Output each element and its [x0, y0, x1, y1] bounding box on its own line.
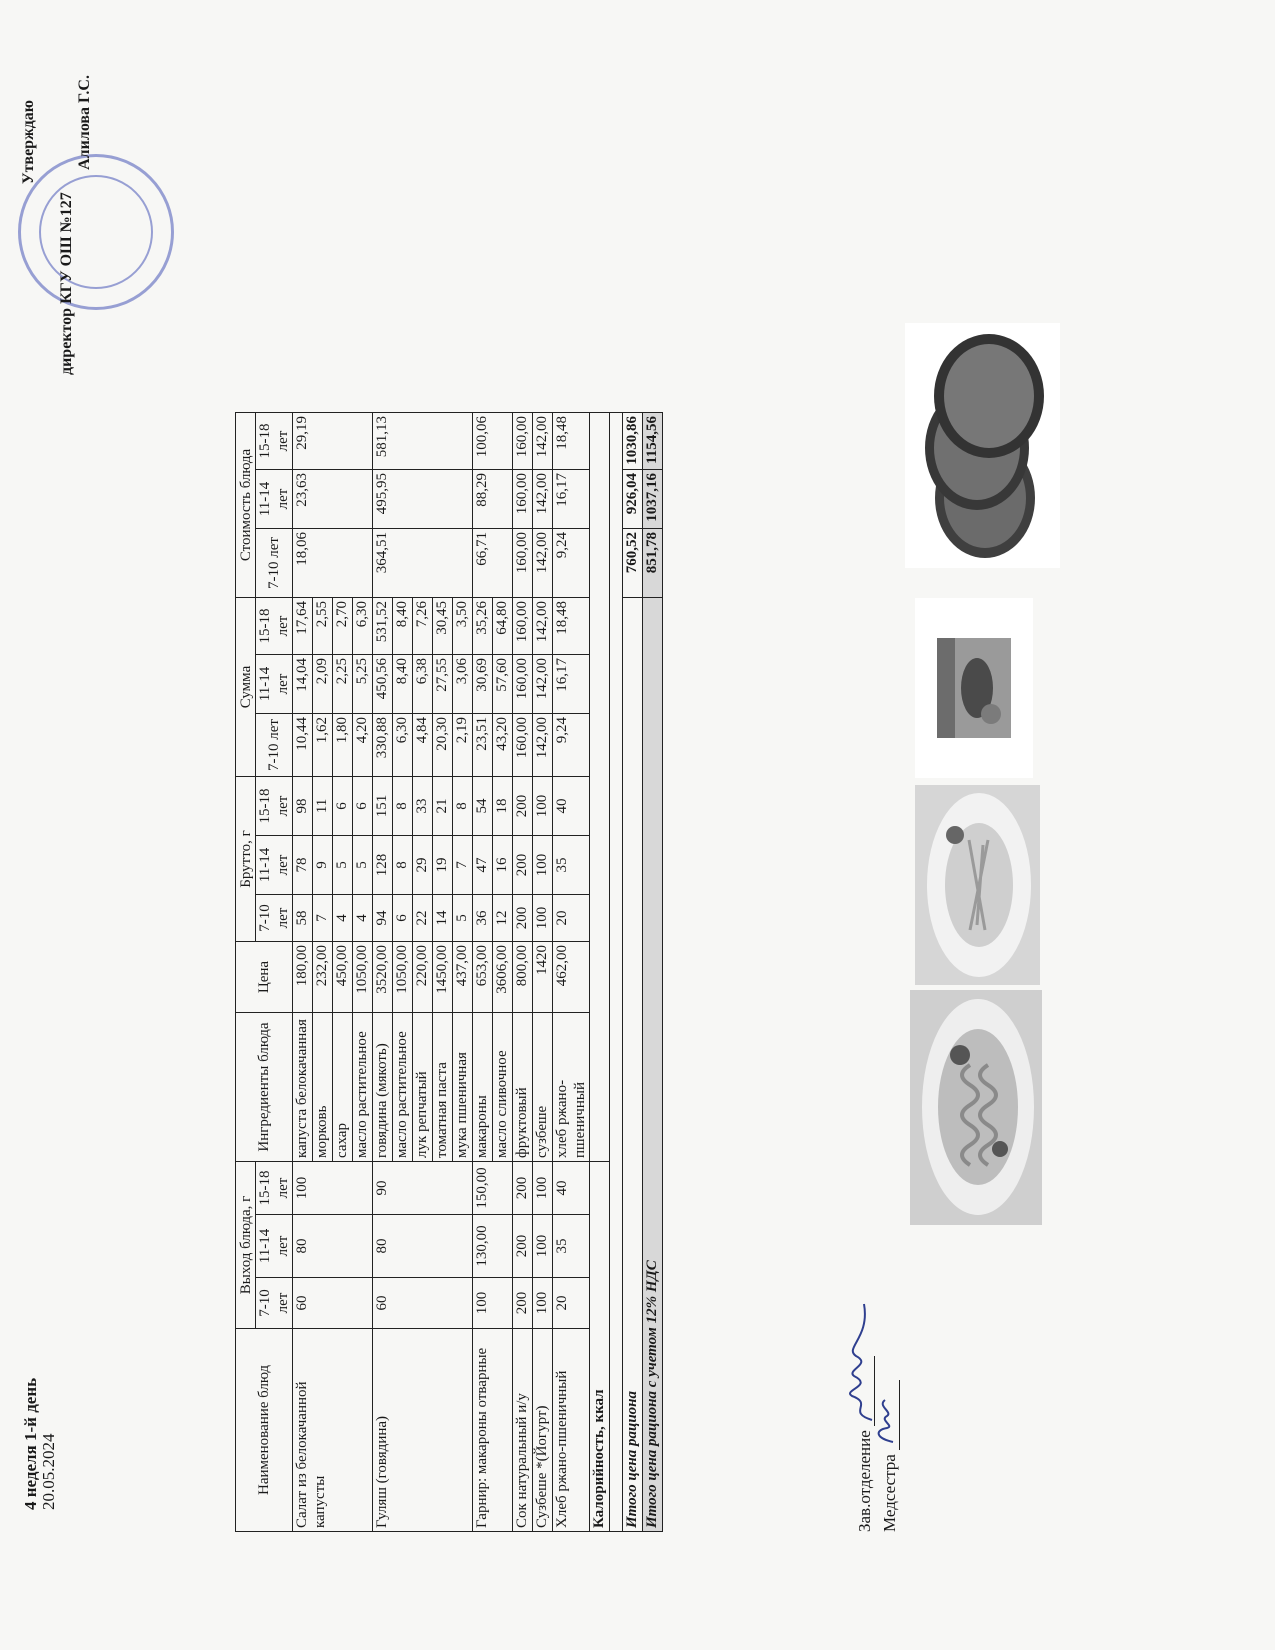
bread-icon: [905, 323, 1060, 568]
ingredient-row: [373, 413, 393, 1532]
ingredient-name: фруктовый: [513, 1013, 533, 1162]
ingredient-sum: 30,69: [473, 655, 493, 714]
ingredient-row: [533, 413, 553, 1532]
ingredient-brutto: 98: [293, 777, 313, 836]
dish-cost: 100,06: [473, 413, 513, 470]
ingredient-brutto: 8: [393, 777, 413, 836]
dish-name: Гуляш (говядина): [373, 1329, 473, 1532]
age-header: 15-18 лет: [256, 598, 293, 655]
ingredient-price: 462,00: [553, 942, 590, 1013]
ingredient-price: 653,00: [473, 942, 493, 1013]
approval-lines: [58, 75, 94, 375]
ingredient-sum: 2,25: [333, 655, 353, 714]
signature-nurse-label: Медсестра: [880, 1454, 899, 1532]
ingredient-sum: 20,30: [433, 714, 453, 777]
ingredient-brutto: 4: [333, 895, 353, 942]
round-stamp: [18, 154, 174, 310]
calories-row: [590, 413, 610, 1532]
calories-label: Калорийность, ккал: [590, 1162, 610, 1532]
ingredient-row: [513, 413, 533, 1532]
dish-output: 60: [373, 1278, 473, 1329]
dish-output: 40: [553, 1162, 590, 1215]
ingredient-sum: 27,55: [433, 655, 453, 714]
total-vat-value: 1154,56: [643, 413, 663, 470]
dish-cost: 160,00: [513, 470, 533, 529]
ingredient-brutto: 19: [433, 836, 453, 895]
dish-name: Салат из белокачанной капусты: [293, 1329, 373, 1532]
ingredient-brutto: 5: [333, 836, 353, 895]
ingredient-brutto: 8: [453, 777, 473, 836]
ingredient-brutto: 100: [533, 836, 553, 895]
age-header: 7-10 лет: [256, 1278, 293, 1329]
dish-output: 35: [553, 1215, 590, 1278]
total-vat-label: Итого цена рациона с учетом 12% НДС: [643, 598, 663, 1532]
ingredient-sum: 7,26: [413, 598, 433, 655]
ingredient-row: [473, 413, 493, 1532]
ingredient-brutto: 11: [313, 777, 333, 836]
dish-cost: 88,29: [473, 470, 513, 529]
dish-cost: 495,95: [373, 470, 473, 529]
dish-cost: 142,00: [533, 529, 553, 598]
dish-cost: 29,19: [293, 413, 373, 470]
dish-cost: 66,71: [473, 529, 513, 598]
ingredient-brutto: 8: [393, 836, 413, 895]
dish-output: 20: [553, 1278, 590, 1329]
age-header: 7-10 лет: [256, 529, 293, 598]
ingredient-sum: 9,24: [553, 714, 590, 777]
ingredient-sum: 16,17: [553, 655, 590, 714]
ingredient-name: масло сливочное: [493, 1013, 513, 1162]
ingredient-brutto: 14: [433, 895, 453, 942]
ingredient-name: сахар: [333, 1013, 353, 1162]
dish-cost: 160,00: [513, 529, 533, 598]
ingredient-brutto: 6: [393, 895, 413, 942]
ingredient-brutto: 54: [473, 777, 493, 836]
dish-output: 60: [293, 1278, 373, 1329]
ingredient-sum: 1,80: [333, 714, 353, 777]
ingredient-sum: 5,25: [353, 655, 373, 714]
dish-output: 100: [533, 1215, 553, 1278]
ingredient-sum: 330,88: [373, 714, 393, 777]
dish-name: Гарнир: макароны отварные: [473, 1329, 513, 1532]
ingredient-brutto: 35: [553, 836, 590, 895]
ingredient-name: масло растительное: [393, 1013, 413, 1162]
dish-output: 100: [533, 1162, 553, 1215]
ingredient-brutto: 7: [313, 895, 333, 942]
dish-cost: 142,00: [533, 470, 553, 529]
ingredient-brutto: 5: [353, 836, 373, 895]
ingredient-name: говядина (мякоть): [373, 1013, 393, 1162]
ingredient-brutto: 18: [493, 777, 513, 836]
total-value: 926,04: [623, 470, 643, 529]
menu-table: [235, 412, 663, 1532]
ingredient-price: 450,00: [333, 942, 353, 1013]
ingredient-sum: 57,60: [493, 655, 513, 714]
ingredient-price: 437,00: [453, 942, 473, 1013]
dish-output: 200: [513, 1162, 533, 1215]
ingredient-name: сузбеше: [533, 1013, 553, 1162]
dish-output: 80: [373, 1215, 473, 1278]
yogurt-pack-icon: [915, 598, 1033, 778]
ingredient-sum: 43,20: [493, 714, 513, 777]
ingredient-sum: 64,80: [493, 598, 513, 655]
yogurt-package-photo: [915, 598, 1033, 778]
ingredient-brutto: 100: [533, 777, 553, 836]
age-header: 11-14 лет: [256, 836, 293, 895]
ingredient-sum: 14,04: [293, 655, 313, 714]
dish-cost: 18,48: [553, 413, 590, 470]
ingredient-sum: 23,51: [473, 714, 493, 777]
ingredient-brutto: 128: [373, 836, 393, 895]
dish-output: 130,00: [473, 1215, 513, 1278]
ingredient-name: мука пшеничная: [453, 1013, 473, 1162]
ingredient-price: 180,00: [293, 942, 313, 1013]
pasta-icon: [910, 990, 1042, 1225]
ingredient-brutto: 94: [373, 895, 393, 942]
ingredient-price: 800,00: [513, 942, 533, 1013]
ingredient-brutto: 100: [533, 895, 553, 942]
dish-cost: 16,17: [553, 470, 590, 529]
ingredient-sum: 2,55: [313, 598, 333, 655]
total-row: [623, 413, 643, 1532]
ingredient-sum: 142,00: [533, 655, 553, 714]
age-header: 11-14 лет: [256, 470, 293, 529]
ingredient-sum: 35,26: [473, 598, 493, 655]
ingredient-row: [553, 413, 590, 1532]
ingredient-sum: 4,20: [353, 714, 373, 777]
ingredient-brutto: 151: [373, 777, 393, 836]
dish-output: 100: [293, 1162, 373, 1215]
ingredient-brutto: 5: [453, 895, 473, 942]
col-cost-header: Стоимость блюда: [236, 413, 256, 598]
age-header: 11-14 лет: [256, 655, 293, 714]
signature-line: [883, 1380, 900, 1450]
ingredient-row: [293, 413, 313, 1532]
ingredient-brutto: 7: [453, 836, 473, 895]
ingredient-name: масло растительное: [353, 1013, 373, 1162]
age-header: 15-18 лет: [256, 777, 293, 836]
total-value: 760,52: [623, 529, 643, 598]
ingredient-price: 220,00: [413, 942, 433, 1013]
total-value: 1030,86: [623, 413, 643, 470]
ingredient-sum: 160,00: [513, 714, 533, 777]
menu-body: [293, 413, 590, 1532]
ingredient-name: томатная паста: [433, 1013, 453, 1162]
ingredient-name: хлеб ржано-пшеничный: [553, 1013, 590, 1162]
signature-head-label: Зав.отделение: [855, 1430, 874, 1532]
dish-output: 100: [533, 1278, 553, 1329]
ingredient-sum: 6,30: [353, 598, 373, 655]
ingredient-brutto: 29: [413, 836, 433, 895]
total-label: Итого цена рациона: [623, 598, 643, 1532]
dish-name: Сузбеше *(Йогурт): [533, 1329, 553, 1532]
ingredient-brutto: 21: [433, 777, 453, 836]
dish-output: 200: [513, 1215, 533, 1278]
ingredient-sum: 30,45: [433, 598, 453, 655]
approval-director: директор КГУ ОШ №127: [58, 192, 75, 375]
dish-cost: 142,00: [533, 413, 553, 470]
week-day-title: 4 неделя 1-й день: [21, 1377, 40, 1510]
ingredient-name: лук репчатый: [413, 1013, 433, 1162]
age-header: 7-10 лет: [256, 714, 293, 777]
ingredient-sum: 2,70: [333, 598, 353, 655]
age-header: 15-18 лет: [256, 413, 293, 470]
salad-icon: [915, 785, 1040, 985]
ingredient-sum: 160,00: [513, 655, 533, 714]
ingredient-sum: 10,44: [293, 714, 313, 777]
dish-cost: 160,00: [513, 413, 533, 470]
ingredient-brutto: 78: [293, 836, 313, 895]
ingredient-sum: 6,30: [393, 714, 413, 777]
total-vat-row: [643, 413, 663, 1532]
approval-block: [20, 100, 38, 460]
ingredient-brutto: 47: [473, 836, 493, 895]
ingredient-brutto: 40: [553, 777, 590, 836]
dish-output: 200: [513, 1278, 533, 1329]
ingredient-sum: 450,56: [373, 655, 393, 714]
ingredient-price: 1420: [533, 942, 553, 1013]
ingredient-price: 1050,00: [353, 942, 373, 1013]
ingredient-sum: 160,00: [513, 598, 533, 655]
ingredient-brutto: 33: [413, 777, 433, 836]
dish-name: Хлеб ржано-пшеничный: [553, 1329, 590, 1532]
ingredient-brutto: 200: [513, 895, 533, 942]
ingredient-price: 232,00: [313, 942, 333, 1013]
dish-output: 100: [473, 1278, 513, 1329]
ingredient-brutto: 4: [353, 895, 373, 942]
ingredient-sum: 4,84: [413, 714, 433, 777]
total-vat-value: 1037,16: [643, 470, 663, 529]
approval-name: Алилова Г.С.: [76, 75, 93, 170]
handwritten-signature: [869, 1386, 899, 1446]
age-header: 7-10 лет: [256, 895, 293, 942]
dish-name: Сок натуральный и/у: [513, 1329, 533, 1532]
col-price-header: Цена: [236, 942, 293, 1013]
ingredient-price: 1050,00: [393, 942, 413, 1013]
ingredient-sum: 8,40: [393, 598, 413, 655]
ingredient-price: 3606,00: [493, 942, 513, 1013]
ingredient-brutto: 6: [333, 777, 353, 836]
document-header: [22, 1378, 58, 1510]
approval-title: Утверждаю: [20, 100, 37, 185]
col-ingredients-header: Ингредиенты блюда: [236, 1013, 293, 1162]
ingredient-price: 1450,00: [433, 942, 453, 1013]
ingredient-sum: 8,40: [393, 655, 413, 714]
ingredient-brutto: 36: [473, 895, 493, 942]
ingredient-sum: 3,06: [453, 655, 473, 714]
col-name-header: Наименование блюд: [236, 1329, 293, 1532]
ingredient-sum: 1,62: [313, 714, 333, 777]
ingredient-name: морковь: [313, 1013, 333, 1162]
dish-output: 80: [293, 1215, 373, 1278]
ingredient-sum: 2,09: [313, 655, 333, 714]
pasta-dish-photo: [910, 990, 1042, 1225]
dish-output: 90: [373, 1162, 473, 1215]
ingredient-name: капуста белокачанная: [293, 1013, 313, 1162]
ingredient-price: 3520,00: [373, 942, 393, 1013]
bread-photo: [905, 323, 1060, 568]
col-output-header: Выход блюда, г: [236, 1162, 256, 1329]
ingredient-brutto: 20: [553, 895, 590, 942]
col-brutto-header: Брутто, г: [236, 777, 256, 942]
total-vat-value: 851,78: [643, 529, 663, 598]
dish-cost: 23,63: [293, 470, 373, 529]
ingredient-brutto: 200: [513, 777, 533, 836]
ingredient-brutto: 200: [513, 836, 533, 895]
dish-cost: 18,06: [293, 529, 373, 598]
age-header: 11-14 лет: [256, 1215, 293, 1278]
dish-cost: 9,24: [553, 529, 590, 598]
ingredient-sum: 142,00: [533, 598, 553, 655]
ingredient-sum: 2,19: [453, 714, 473, 777]
age-header: 15-18 лет: [256, 1162, 293, 1215]
ingredient-sum: 17,64: [293, 598, 313, 655]
signature-nurse: [880, 1380, 900, 1532]
ingredient-name: макароны: [473, 1013, 493, 1162]
ingredient-sum: 3,50: [453, 598, 473, 655]
ingredient-sum: 531,52: [373, 598, 393, 655]
dish-cost: 581,13: [373, 413, 473, 470]
dish-output: 150,00: [473, 1162, 513, 1215]
ingredient-brutto: 16: [493, 836, 513, 895]
ingredient-sum: 6,38: [413, 655, 433, 714]
ingredient-brutto: 58: [293, 895, 313, 942]
ingredient-brutto: 9: [313, 836, 333, 895]
dish-cost: 364,51: [373, 529, 473, 598]
salad-dish-photo: [915, 785, 1040, 985]
ingredient-sum: 18,48: [553, 598, 590, 655]
menu-date: 20.05.2024: [39, 1433, 58, 1510]
ingredient-brutto: 12: [493, 895, 513, 942]
ingredient-sum: 142,00: [533, 714, 553, 777]
col-sum-header: Сумма: [236, 598, 256, 777]
ingredient-brutto: 6: [353, 777, 373, 836]
ingredient-brutto: 22: [413, 895, 433, 942]
